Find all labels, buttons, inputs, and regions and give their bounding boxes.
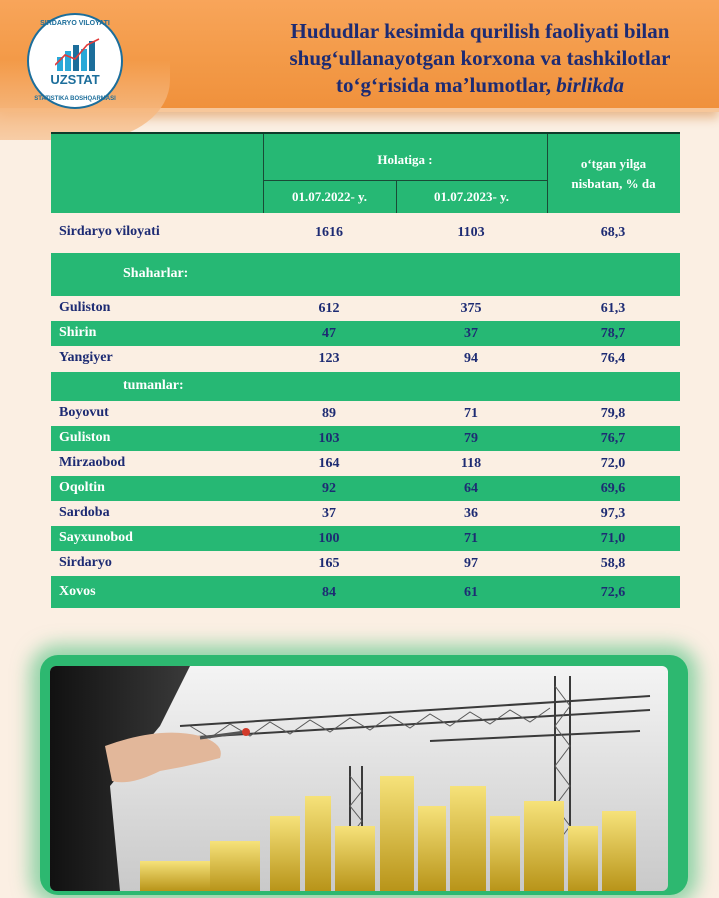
row-value-pct: 76,7 [600,431,626,446]
row-value-2023: 71 [464,406,478,421]
row-value-2022: 103 [318,431,340,446]
uzstat-logo [27,13,123,109]
bar-chart-icon [55,37,101,71]
row-value-2023: 1103 [457,225,485,240]
construction-illustration [50,666,668,891]
header-group-label: Holatiga : [377,152,433,167]
title-line-1: Hududlar kesimida qurilish faoliyati bilan [290,19,670,43]
row-value-2022: 1616 [315,225,343,240]
table-row [51,576,680,608]
row-value-2023: 71 [464,531,478,546]
table-header [51,132,680,213]
header-col-pct-line2: nisbatan, % da [571,176,656,191]
row-value-2023: 375 [460,301,482,316]
section-districts-label: tumanlar: [123,378,184,393]
row-value-2022: 123 [318,351,340,366]
header-col-2023: 01.07.2023- y. [433,189,510,204]
row-value-2022: 84 [322,585,336,600]
row-name: Oqoltin [59,480,105,495]
row-value-pct: 71,0 [600,531,626,546]
header-divider [263,180,547,181]
row-value-pct: 97,3 [600,506,626,521]
table-row [51,476,680,501]
row-value-2022: 47 [322,326,336,341]
section-cities [51,253,680,296]
row-value-pct: 72,0 [600,456,626,471]
header-col-2022: 01.07.2022- y. [291,189,368,204]
header-col-pct-line1: o‘tgan yilga [580,156,647,171]
row-name: Guliston [59,300,111,315]
row-value-2022: 164 [318,456,340,471]
row-name: Sirdaryo [59,555,112,570]
row-name: Yangiyer [59,350,113,365]
row-value-2023: 64 [464,481,478,496]
row-value-2023: 37 [464,326,478,341]
row-name: Mirzaobod [59,455,126,470]
row-value-2023: 118 [460,456,482,471]
row-value-2022: 612 [318,301,340,316]
row-name: Shirin [59,325,97,340]
table-row-total [51,220,680,245]
row-name: Boyovut [59,405,109,420]
title-line-3: to‘g‘risida ma’lumotlar, [336,73,552,97]
table-row [51,501,680,526]
table-row [51,346,680,371]
header-banner [0,0,719,112]
row-value-2023: 97 [464,556,478,571]
row-value-pct: 58,8 [600,556,626,571]
page-title [260,18,700,99]
title-unit: birlikda [556,73,624,97]
row-value-pct: 76,4 [600,351,626,366]
row-name: Sayxunobod [59,530,133,545]
row-value-2022: 37 [322,506,336,521]
row-value-2022: 100 [318,531,340,546]
logo-ring-bottom-text: STATISTIKA BOSHQARMASI [34,96,116,102]
table-row [51,321,680,346]
table-row [51,551,680,576]
construction-cranes-hand-pen-illustration [50,666,668,891]
row-value-2022: 165 [318,556,340,571]
row-value-2022: 92 [322,481,336,496]
table-row [51,401,680,426]
header-divider [547,134,548,213]
row-name: Guliston [59,430,111,445]
table-row [51,296,680,321]
section-cities-label: Shaharlar: [123,266,189,281]
row-value-2023: 94 [464,351,478,366]
row-value-pct: 79,8 [600,406,626,421]
row-value-pct: 72,6 [600,585,626,600]
logo-ring-top-text: SIRDARYO VILOYATI [40,20,110,27]
row-value-2023: 36 [464,506,478,521]
title-line-2: shug‘ullanayotgan korxona va tashkilotlar [289,46,671,70]
table-row [51,526,680,551]
row-name: Sirdaryo viloyati [59,224,160,239]
row-value-pct: 69,6 [600,481,626,496]
row-value-2022: 89 [322,406,336,421]
logo-wordmark: UZSTAT [50,72,100,87]
row-name: Sardoba [59,505,110,520]
row-name: Xovos [59,584,96,599]
table-row [51,426,680,451]
row-value-2023: 79 [464,431,478,446]
row-value-pct: 68,3 [600,225,626,240]
section-districts [51,372,680,401]
row-value-2023: 61 [464,585,478,600]
table-row [51,451,680,476]
row-value-pct: 61,3 [600,301,626,316]
row-value-pct: 78,7 [600,326,626,341]
